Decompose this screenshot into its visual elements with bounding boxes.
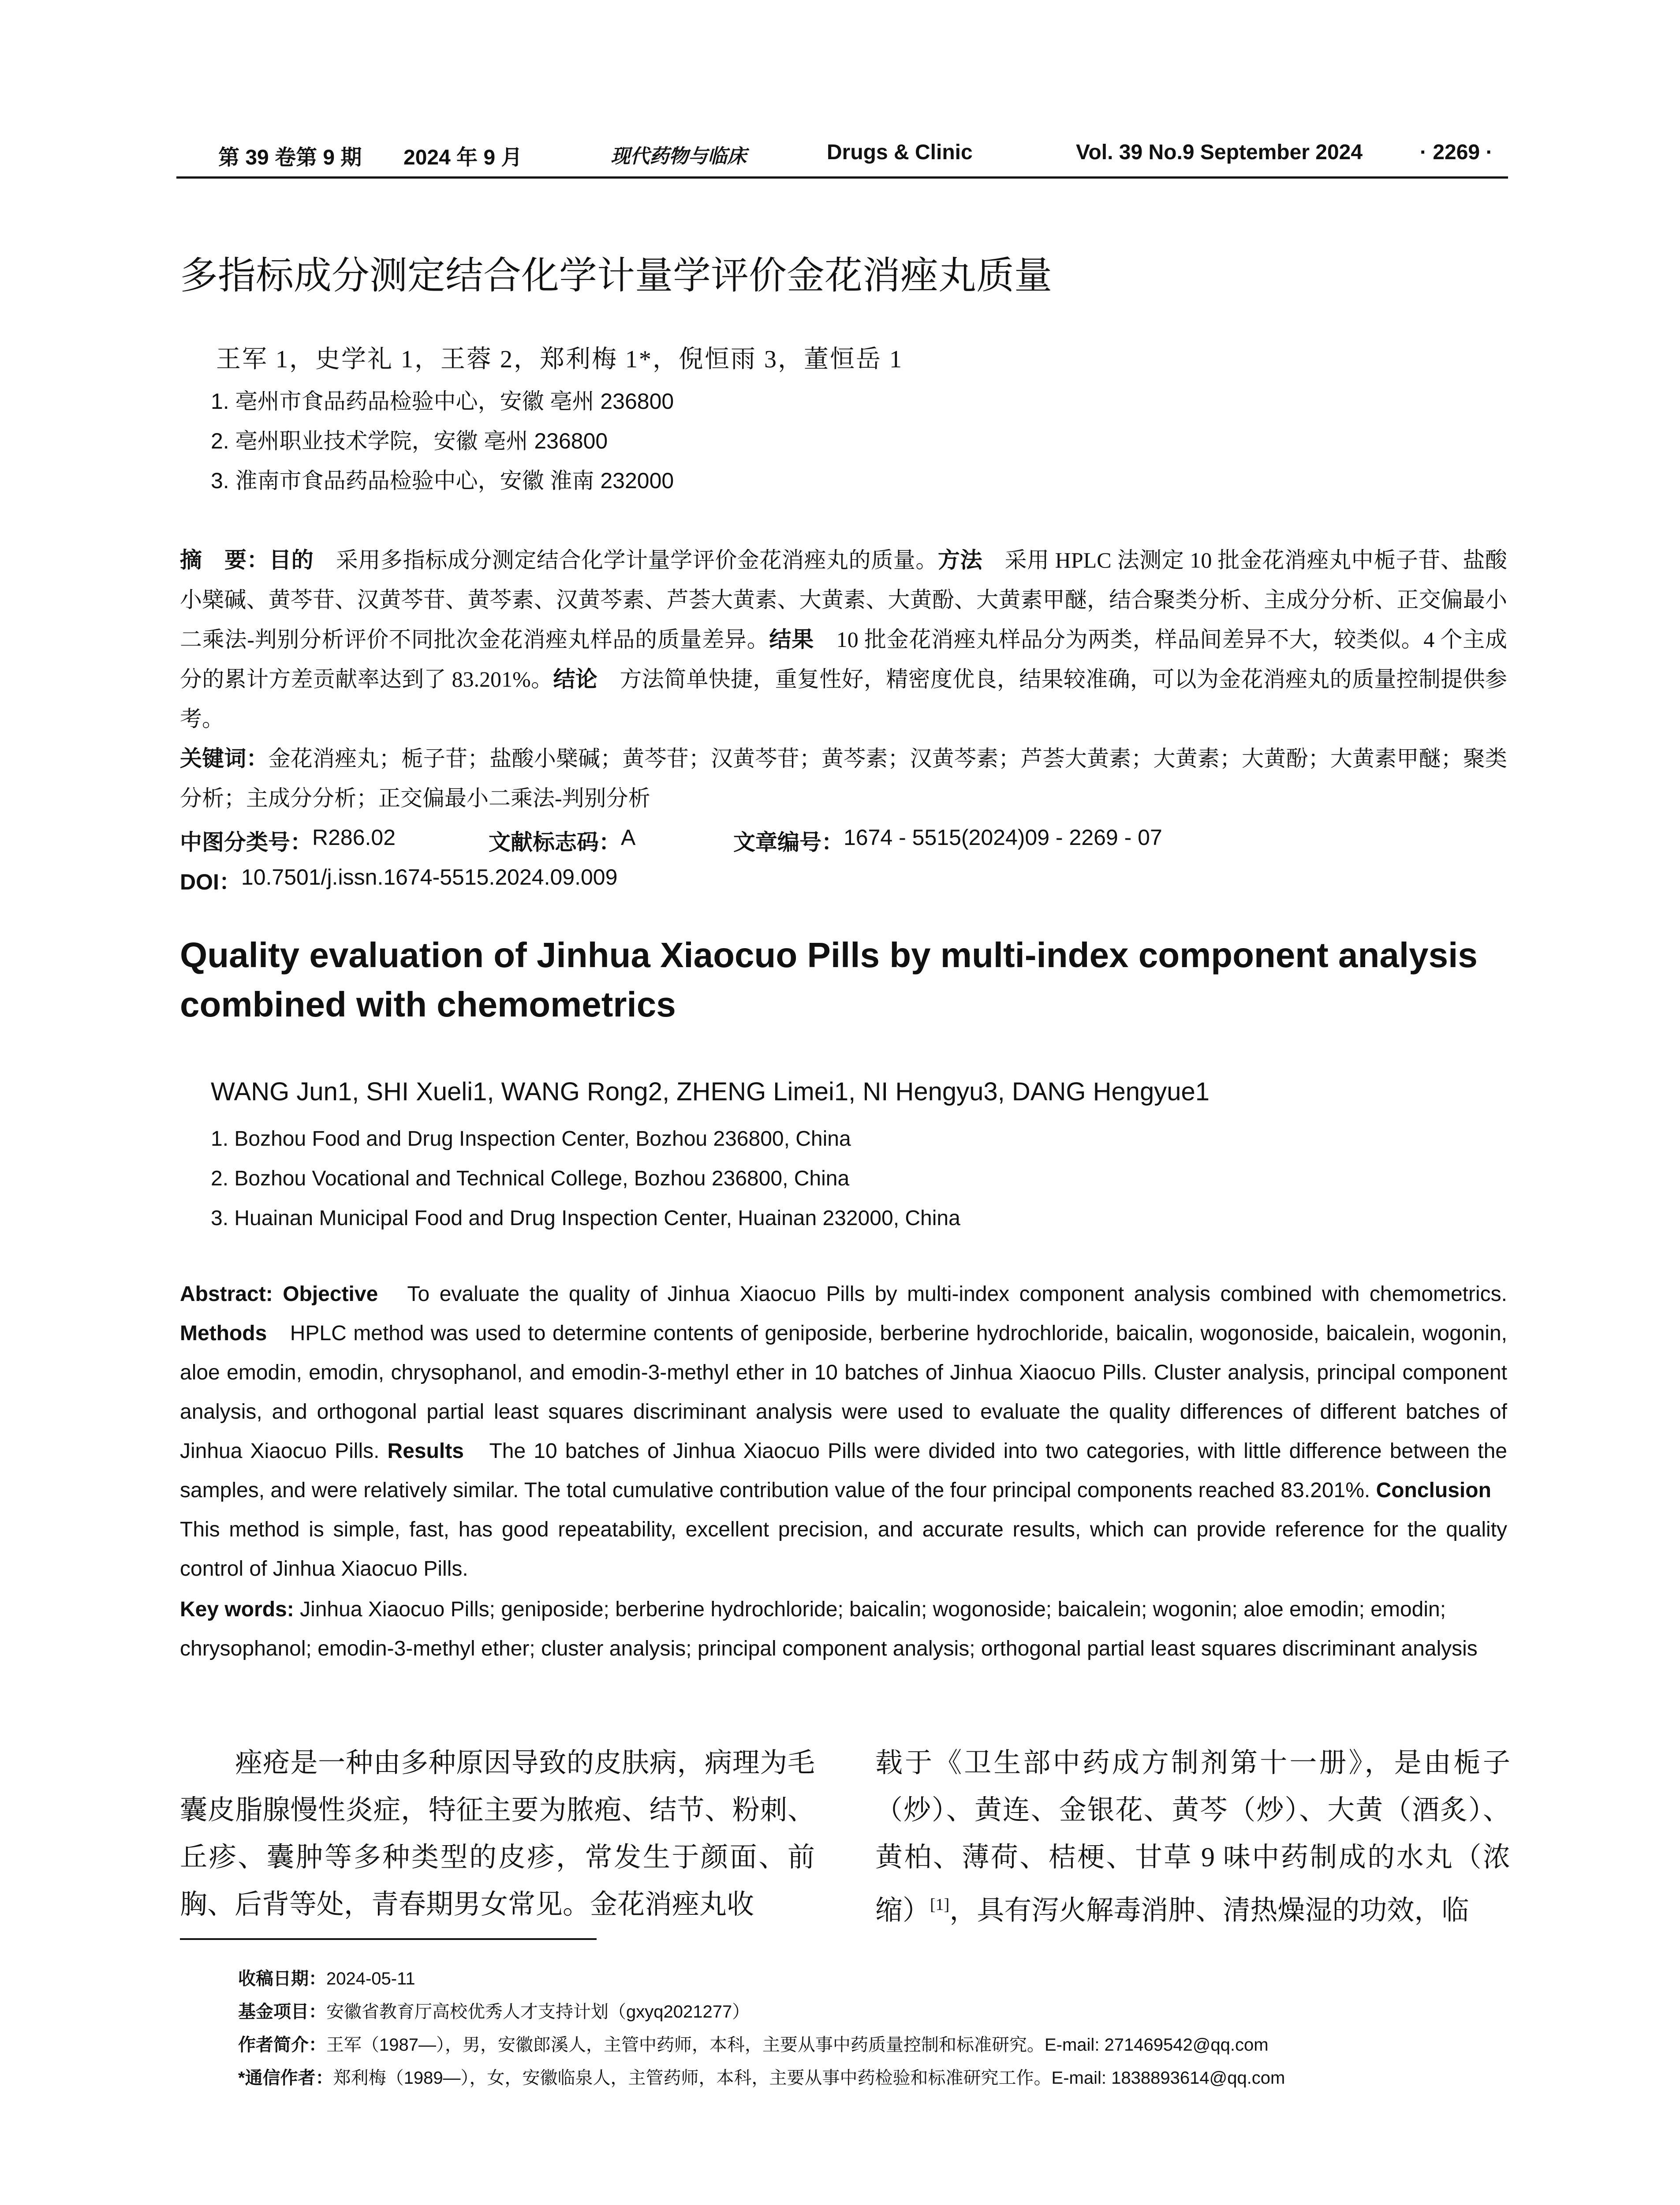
authors-en: WANG Jun1, SHI Xueli1, WANG Rong2, ZHENG Limei1, NI Hengyu3, DANG Hengyue1	[211, 1077, 1210, 1106]
keywords-en	[180, 1590, 1507, 1668]
affiliation-cn-2: 2. 亳州职业技术学院，安徽 亳州 236800	[211, 429, 608, 453]
body-right-text-b: ，具有泻火解毒消肿、清热燥湿的功效，临	[949, 1895, 1469, 1926]
abstract-en-conclusion: This method is simple, fast, has good repeatability, excellent precision, and accurate results, which can provide reference for the quality control of Jinhua Xiaocuo Pills.	[180, 1479, 1512, 1581]
abstract-cn-objective: 采用多指标成分测定结合化学计量学评价金花消痤丸的质量。	[314, 548, 938, 572]
clc-label: 中图分类号：	[180, 830, 312, 855]
footnote-received	[238, 1965, 415, 1990]
doi-label: DOI：	[180, 870, 241, 894]
author-text: 王军（1987—），男，安徽郎溪人，主管中药师，本科，主要从事中药质量控制和标准研究。E-mail: 271469542@qq.com	[326, 2035, 1269, 2055]
affiliation-en-1: 1. Bozhou Food and Drug Inspection Center, Bozhou 236800, China	[211, 1127, 851, 1151]
header-page-number: · 2269 ·	[1420, 141, 1493, 164]
article-no-label: 文章编号：	[733, 830, 844, 855]
body-column-left: 痤疮是一种由多种原因导致的皮肤病，病理为毛囊皮脂腺慢性炎症，特征主要为脓疱、结节、粉刺、丘疹、囊肿等多种类型的皮疹，常发生于颜面、前胸、后背等处，青春期男女常见。金花消痤丸收	[180, 1748, 815, 1920]
keywords-en-text: Jinhua Xiaocuo Pills; geniposide; berberine hydrochloride; baicalin; wogonoside; baicalein; wogonin; aloe emodin; emodin; chrysophanol; emodin-3-methyl ether; cluster analysis; principal component analysis; orthogonal partial least squares discriminant analysis	[180, 1598, 1478, 1660]
abstract-cn-results: 10 批金花消痤丸样品分为两类，样品间差异不大，较类似。4 个主成分的累计方差贡献率达到了 83.201%。	[180, 627, 1508, 691]
doi-value: 10.7501/j.issn.1674-5515.2024.09.009	[241, 865, 618, 889]
title-cn: 多指标成分测定结合化学计量学评价金花消痤丸质量	[180, 254, 1052, 297]
received-date: 2024-05-11	[326, 1969, 415, 1988]
abstract-cn-results-label: 结果	[769, 627, 814, 652]
abstract-en-objective: To evaluate the quality of Jinhua Xiaocuo Pills by multi-index component analysis combined with chemometrics.	[378, 1282, 1508, 1306]
article-no-value: 1674 - 5515(2024)09 - 2269 - 07	[844, 825, 1162, 850]
header-journal-en: Drugs & Clinic	[827, 141, 973, 164]
keywords-cn-label: 关键词：	[180, 746, 269, 771]
body-column-right	[875, 1740, 1510, 1935]
footnote-corresponding	[238, 2064, 1285, 2089]
abstract-cn-label: 摘 要：	[180, 548, 269, 572]
abstract-en-label: Abstract:	[180, 1282, 283, 1306]
abstract-en-methods: HPLC method was used to determine contents of geniposide, berberine hydrochloride, baicalin, wogonoside, baicalein, wogonin, aloe emodin, emodin, chrysophanol, and emodin-3-methyl ether in 10 batches of Jinhua Xiaocuo Pills. Cluster analysis, principal component analysis, and orthogonal partial least squares discriminant analysis were used to evaluate the quality differences of different batches of Jinhua Xiaocuo Pills.	[180, 1322, 1507, 1463]
abstract-en-objective-label: Objective	[283, 1282, 378, 1306]
body-right-text-a: 载于《卫生部中药成方制剂第十一册》，是由栀子（炒）、黄连、金银花、黄芩（炒）、大黄（酒炙）、黄柏、薄荷、桔梗、甘草 9 味中药制成的水丸（浓缩）	[875, 1748, 1510, 1926]
affiliation-en-3: 3. Huainan Municipal Food and Drug Inspection Center, Huainan 232000, China	[211, 1207, 960, 1230]
keywords-en-label: Key words:	[180, 1598, 300, 1621]
affiliation-cn-3: 3. 淮南市食品药品检验中心，安徽 淮南 232000	[211, 468, 674, 493]
abstract-cn-conclusion: 方法简单快捷，重复性好，精密度优良，结果较准确，可以为金花消痤丸的质量控制提供参考。	[180, 667, 1508, 731]
keywords-cn-text: 金花消痤丸；栀子苷；盐酸小檗碱；黄芩苷；汉黄芩苷；黄芩素；汉黄芩素；芦荟大黄素；大黄素；大黄酚；大黄素甲醚；聚类分析；主成分分析；正交偏最小二乘法-判别分析	[180, 746, 1508, 811]
abstract-en-methods-label: Methods	[180, 1322, 267, 1345]
abstract-cn-objective-label: 目的	[269, 548, 314, 572]
corresponding-text: 郑利梅（1989—），女，安徽临泉人，主管药师，本科，主要从事中药检验和标准研究工作。E-mail: 1838893614@qq.com	[333, 2068, 1285, 2088]
footnote-rule	[180, 1938, 597, 1940]
footnote-fund	[238, 1998, 750, 2023]
fund-text: 安徽省教育厅高校优秀人才支持计划（gxyq2021277）	[326, 2002, 750, 2022]
header-volume-en: Vol. 39 No.9 September 2024	[1076, 141, 1363, 164]
abstract-cn	[180, 540, 1507, 739]
abstract-en-results-label: Results	[387, 1439, 464, 1463]
keywords-cn	[180, 739, 1507, 818]
doc-code-value: A	[621, 825, 636, 850]
author-label: 作者简介：	[238, 2035, 326, 2055]
header-rule	[176, 176, 1508, 179]
reference-1[interactable]: [1]	[930, 1895, 950, 1914]
affiliation-en-2: 2. Bozhou Vocational and Technical College, Bozhou 236800, China	[211, 1167, 850, 1190]
abstract-en-conclusion-label: Conclusion	[1376, 1479, 1491, 1502]
abstract-cn-methods-label: 方法	[937, 548, 983, 572]
corresponding-label: *通信作者：	[238, 2068, 333, 2088]
abstract-cn-conclusion-label: 结论	[553, 667, 598, 691]
footnote-author	[238, 2031, 1269, 2056]
header-journal-cn: 现代药物与临床	[611, 145, 747, 168]
doc-code-label: 文献标志码：	[489, 830, 621, 855]
abstract-en-results: The 10 batches of Jinhua Xiaocuo Pills were divided into two categories, with little difference between the samples, and were relatively similar. The total cumulative contribution value of the four principal components reached 83.201%.	[180, 1439, 1508, 1502]
running-header	[176, 140, 1508, 176]
received-label: 收稿日期：	[238, 1969, 326, 1988]
authors-cn: 王军 1，史学礼 1，王蓉 2，郑利梅 1*，倪恒雨 3，董恒岳 1	[216, 346, 903, 373]
title-en: Quality evaluation of Jinhua Xiaocuo Pills by multi-index component analysis combined with chemometrics	[180, 935, 1478, 1024]
abstract-en	[180, 1274, 1512, 1588]
fund-label: 基金项目：	[238, 2002, 326, 2022]
clc-value: R286.02	[312, 825, 396, 850]
header-volume-cn: 第 39 卷第 9 期	[218, 146, 362, 169]
abstract-cn-methods: 采用 HPLC 法测定 10 批金花消痤丸中栀子苷、盐酸小檗碱、黄芩苷、汉黄芩苷、黄芩素、汉黄芩素、芦荟大黄素、大黄素、大黄酚、大黄素甲醚，结合聚类分析、主成分分析、正交偏最小二乘法-判别分析评价不同批次金花消痤丸样品的质量差异。	[180, 548, 1508, 652]
affiliation-cn-1: 1. 亳州市食品药品检验中心，安徽 亳州 236800	[211, 389, 674, 414]
header-date-cn: 2024 年 9 月	[403, 146, 523, 169]
